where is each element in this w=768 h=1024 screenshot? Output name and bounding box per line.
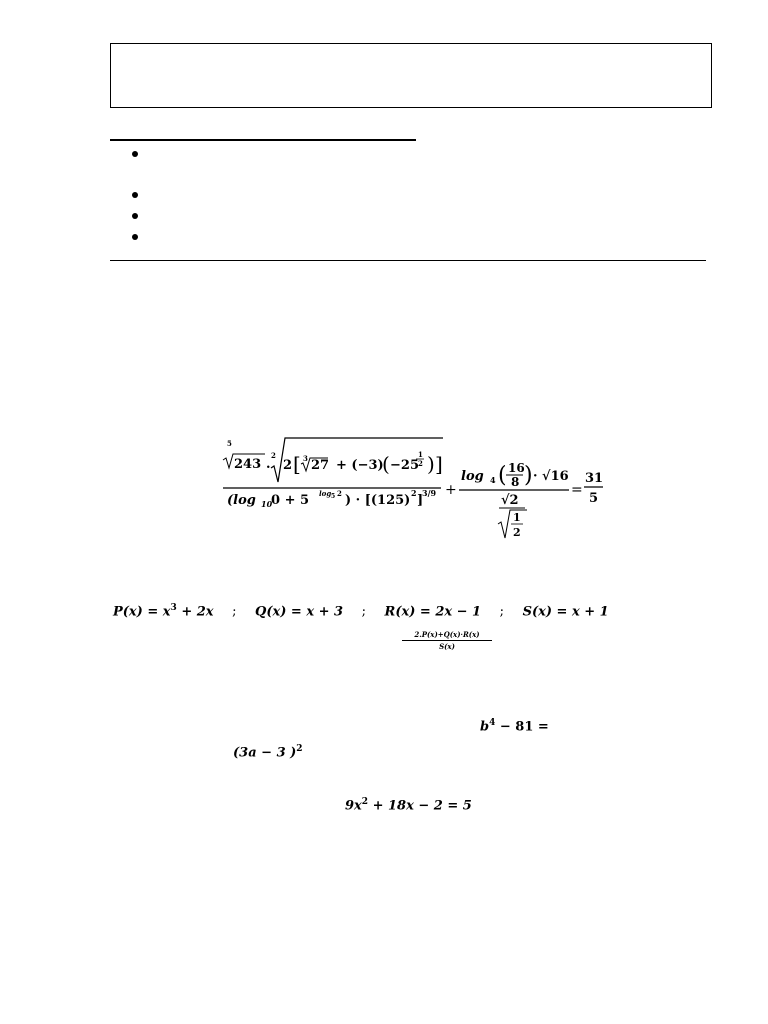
root1-radicand: 243 xyxy=(234,457,262,472)
math-expression xyxy=(215,432,615,548)
den-exp-base: 5 xyxy=(331,493,336,500)
factor-rest: − 81 = xyxy=(495,719,549,735)
den-log-base: 10 xyxy=(261,499,273,509)
poly-p: P(x) = x xyxy=(113,604,171,620)
den-log: (log xyxy=(227,493,256,508)
poly-p-exp: 3 xyxy=(170,603,177,613)
square-base: (3a − 3 ) xyxy=(233,745,297,761)
den-tail: ) · [(125) xyxy=(345,493,411,508)
svg-text:(: ( xyxy=(498,463,507,488)
combo-denominator: S(x) xyxy=(439,642,455,651)
square-expression xyxy=(233,744,303,760)
frac16: 16 xyxy=(508,461,525,475)
bullet-3 xyxy=(132,213,138,219)
bullet-4 xyxy=(132,234,138,240)
den-rest: 0 + 5 xyxy=(271,493,310,508)
svg-text:(: ( xyxy=(382,452,390,476)
half-den: 2 xyxy=(513,526,521,539)
plus: + xyxy=(445,482,457,498)
result-den: 5 xyxy=(589,491,599,506)
times-root16: · √16 xyxy=(533,469,569,484)
factor-exp: 4 xyxy=(489,718,496,728)
factor-expression xyxy=(480,718,549,734)
divider-rule xyxy=(110,260,706,261)
polynomials-line xyxy=(113,603,609,619)
bullet-1 xyxy=(132,151,138,157)
log4-base: 4 xyxy=(490,475,496,485)
combo-bar xyxy=(402,640,492,641)
log4: log xyxy=(461,469,484,484)
equals: = xyxy=(571,482,583,498)
sep-3: ; xyxy=(499,604,505,620)
poly-p-rest: + 2x xyxy=(176,604,214,620)
poly-s: S(x) = x + 1 xyxy=(522,604,609,620)
den-close: ] xyxy=(417,493,424,508)
root2-index: 2 xyxy=(271,451,276,460)
inner-root-index: 3 xyxy=(303,454,308,463)
half-num: 1 xyxy=(513,511,521,524)
factor-base: b xyxy=(480,719,490,735)
svg-text:[: [ xyxy=(293,452,301,476)
combo-numerator: 2.P(x)+Q(x)·R(x) xyxy=(414,630,480,639)
sep-2: ; xyxy=(361,604,366,620)
dot: . xyxy=(266,457,271,472)
eq-lhs: 9x xyxy=(345,798,362,814)
sep-1: ; xyxy=(232,604,237,620)
root1-index: 5 xyxy=(227,439,232,448)
den-exp-arg: 2 xyxy=(337,489,342,498)
square-exp: 2 xyxy=(296,744,303,754)
poly-r: R(x) = 2x − 1 xyxy=(384,604,482,620)
den-exp: log xyxy=(319,489,332,498)
header-box xyxy=(110,43,712,108)
neg25: −25 xyxy=(390,458,419,473)
quadratic-equation xyxy=(345,797,472,813)
sqrt2: √2 xyxy=(501,493,519,508)
svg-text:): ) xyxy=(524,463,533,488)
eq-rest: + 18x − 2 = 5 xyxy=(368,798,472,814)
svg-text:): ) xyxy=(427,452,435,476)
section-rule xyxy=(110,139,416,141)
plus-minus3: + (−3) xyxy=(336,458,384,473)
inner-root-radicand: 27 xyxy=(311,458,330,473)
den-power: 3/9 xyxy=(422,488,437,498)
poly-q: Q(x) = x + 3 xyxy=(255,604,344,620)
exp-den: 2 xyxy=(418,459,423,468)
combo-fraction xyxy=(402,630,492,651)
svg-text:]: ] xyxy=(435,452,443,476)
bullet-2 xyxy=(132,192,138,198)
coef: 2 xyxy=(283,458,293,473)
result-num: 31 xyxy=(585,471,604,486)
eq-exp: 2 xyxy=(361,797,369,807)
frac8: 8 xyxy=(511,475,520,489)
exp-num: 1 xyxy=(418,450,423,459)
den-sq: 2 xyxy=(411,488,417,498)
